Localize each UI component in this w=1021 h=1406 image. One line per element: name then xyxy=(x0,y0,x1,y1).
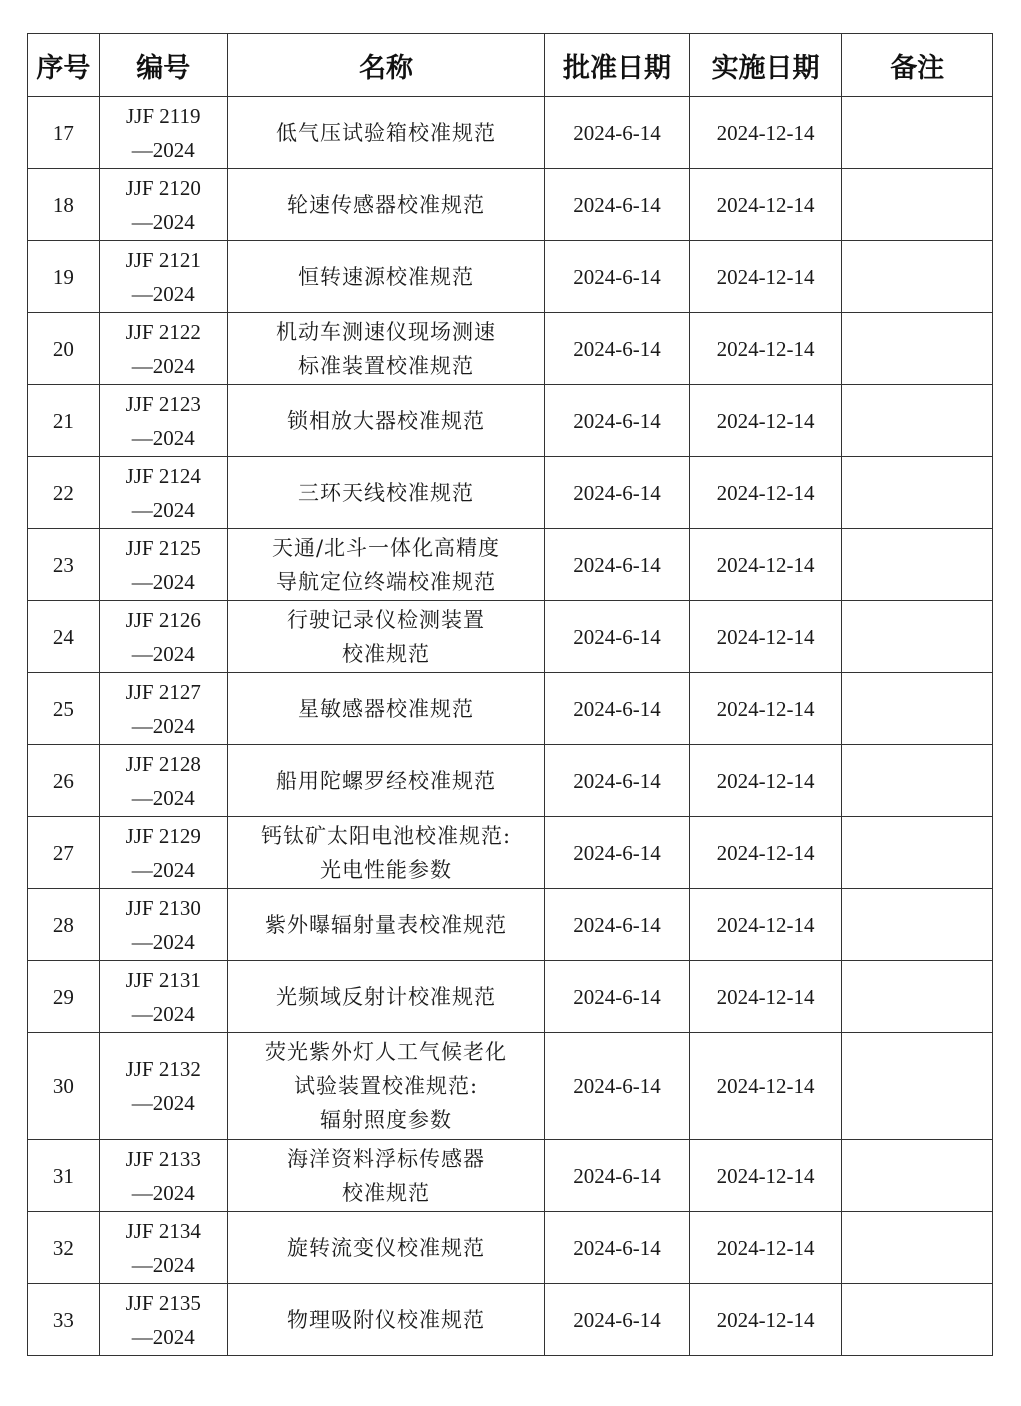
cell-approval-date: 2024-6-14 xyxy=(545,817,689,889)
name-line: 导航定位终端校准规范 xyxy=(276,569,497,594)
code-number: JJF 2135 xyxy=(125,1290,201,1315)
table-header-row xyxy=(28,34,993,97)
cell-remarks xyxy=(842,673,993,745)
table-row xyxy=(28,97,993,169)
cell-code xyxy=(99,961,227,1033)
name-line: 低气压试验箱校准规范 xyxy=(276,120,497,145)
name-line: 校准规范 xyxy=(342,641,431,666)
cell-index: 30 xyxy=(28,1033,100,1140)
cell-remarks xyxy=(842,529,993,601)
cell-remarks xyxy=(842,1284,993,1356)
name-line: 恒转速源校准规范 xyxy=(298,264,475,289)
name-line: 轮速传感器校准规范 xyxy=(287,192,486,217)
cell-code xyxy=(99,601,227,673)
name-line: 校准规范 xyxy=(342,1180,431,1205)
table-row xyxy=(28,673,993,745)
cell-approval-date: 2024-6-14 xyxy=(545,673,689,745)
cell-code xyxy=(99,1033,227,1140)
cell-effective-date: 2024-12-14 xyxy=(689,673,842,745)
header-code: 编号 xyxy=(99,34,227,97)
cell-code xyxy=(99,241,227,313)
header-effective-date: 实施日期 xyxy=(689,34,842,97)
cell-index: 31 xyxy=(28,1140,100,1212)
cell-approval-date: 2024-6-14 xyxy=(545,385,689,457)
name-line: 锁相放大器校准规范 xyxy=(287,408,486,433)
table-row xyxy=(28,1212,993,1284)
name-line: 机动车测速仪现场测速 xyxy=(276,319,497,344)
code-number: JJF 2125 xyxy=(125,535,201,560)
cell-effective-date: 2024-12-14 xyxy=(689,313,842,385)
cell-approval-date: 2024-6-14 xyxy=(545,1212,689,1284)
cell-approval-date: 2024-6-14 xyxy=(545,529,689,601)
cell-effective-date: 2024-12-14 xyxy=(689,1033,842,1140)
cell-code xyxy=(99,457,227,529)
code-number: JJF 2133 xyxy=(125,1146,201,1171)
table-row xyxy=(28,385,993,457)
cell-remarks xyxy=(842,97,993,169)
table-row xyxy=(28,169,993,241)
cell-effective-date: 2024-12-14 xyxy=(689,169,842,241)
table-row xyxy=(28,1140,993,1212)
name-line: 光频域反射计校准规范 xyxy=(276,984,497,1009)
table-row xyxy=(28,241,993,313)
code-year: —2024 xyxy=(131,1252,195,1277)
cell-name xyxy=(227,385,545,457)
name-line: 船用陀螺罗经校准规范 xyxy=(276,768,497,793)
table-row xyxy=(28,745,993,817)
cell-name xyxy=(227,817,545,889)
cell-approval-date: 2024-6-14 xyxy=(545,169,689,241)
cell-name xyxy=(227,961,545,1033)
cell-code xyxy=(99,385,227,457)
name-line: 紫外曝辐射量表校准规范 xyxy=(265,912,508,937)
cell-approval-date: 2024-6-14 xyxy=(545,601,689,673)
cell-remarks xyxy=(842,457,993,529)
cell-approval-date: 2024-6-14 xyxy=(545,1033,689,1140)
cell-index: 21 xyxy=(28,385,100,457)
cell-code xyxy=(99,529,227,601)
cell-name xyxy=(227,889,545,961)
cell-name xyxy=(227,241,545,313)
code-number: JJF 2120 xyxy=(125,175,201,200)
name-line: 光电性能参数 xyxy=(320,857,453,882)
cell-code xyxy=(99,169,227,241)
name-line: 荧光紫外灯人工气候老化 xyxy=(265,1040,508,1064)
cell-remarks xyxy=(842,889,993,961)
table-row xyxy=(28,457,993,529)
name-line: 钙钛矿太阳电池校准规范: xyxy=(260,823,512,848)
cell-approval-date: 2024-6-14 xyxy=(545,457,689,529)
code-year: —2024 xyxy=(131,1091,195,1115)
cell-name xyxy=(227,313,545,385)
code-year: —2024 xyxy=(131,425,195,450)
name-line: 旋转流变仪校准规范 xyxy=(287,1235,486,1260)
cell-name xyxy=(227,673,545,745)
code-number: JJF 2128 xyxy=(125,751,201,776)
cell-name xyxy=(227,1033,545,1140)
cell-remarks xyxy=(842,385,993,457)
code-year: —2024 xyxy=(131,641,195,666)
cell-index: 23 xyxy=(28,529,100,601)
cell-effective-date: 2024-12-14 xyxy=(689,1212,842,1284)
cell-index: 24 xyxy=(28,601,100,673)
cell-effective-date: 2024-12-14 xyxy=(689,241,842,313)
cell-name xyxy=(227,601,545,673)
cell-code xyxy=(99,1284,227,1356)
cell-code xyxy=(99,817,227,889)
cell-name xyxy=(227,1140,545,1212)
code-number: JJF 2132 xyxy=(125,1057,201,1081)
table-row xyxy=(28,313,993,385)
table-row xyxy=(28,529,993,601)
code-number: JJF 2131 xyxy=(125,967,201,992)
header-approval-date: 批准日期 xyxy=(545,34,689,97)
table-row xyxy=(28,1033,993,1140)
code-number: JJF 2129 xyxy=(125,823,201,848)
name-line: 物理吸附仪校准规范 xyxy=(287,1307,486,1332)
table-row xyxy=(28,889,993,961)
table-row xyxy=(28,961,993,1033)
cell-index: 26 xyxy=(28,745,100,817)
cell-code xyxy=(99,313,227,385)
code-year: —2024 xyxy=(131,1180,195,1205)
cell-remarks xyxy=(842,241,993,313)
code-year: —2024 xyxy=(131,785,195,810)
name-line: 行驶记录仪检测装置 xyxy=(287,607,486,632)
code-number: JJF 2121 xyxy=(125,247,201,272)
code-number: JJF 2123 xyxy=(125,391,201,416)
cell-index: 19 xyxy=(28,241,100,313)
code-year: —2024 xyxy=(131,713,195,738)
cell-name xyxy=(227,529,545,601)
cell-remarks xyxy=(842,601,993,673)
cell-remarks xyxy=(842,169,993,241)
code-year: —2024 xyxy=(131,497,195,522)
name-line: 海洋资料浮标传感器 xyxy=(287,1146,486,1171)
cell-effective-date: 2024-12-14 xyxy=(689,1284,842,1356)
cell-effective-date: 2024-12-14 xyxy=(689,97,842,169)
cell-index: 17 xyxy=(28,97,100,169)
cell-code xyxy=(99,1212,227,1284)
cell-effective-date: 2024-12-14 xyxy=(689,529,842,601)
code-number: JJF 2130 xyxy=(125,895,201,920)
code-year: —2024 xyxy=(131,857,195,882)
code-year: —2024 xyxy=(131,1324,195,1349)
cell-effective-date: 2024-12-14 xyxy=(689,385,842,457)
code-year: —2024 xyxy=(131,353,195,378)
cell-index: 32 xyxy=(28,1212,100,1284)
code-number: JJF 2134 xyxy=(125,1218,201,1243)
cell-effective-date: 2024-12-14 xyxy=(689,601,842,673)
cell-effective-date: 2024-12-14 xyxy=(689,961,842,1033)
code-number: JJF 2126 xyxy=(125,607,201,632)
code-year: —2024 xyxy=(131,209,195,234)
name-line: 标准装置校准规范 xyxy=(298,353,475,378)
cell-remarks xyxy=(842,817,993,889)
cell-index: 29 xyxy=(28,961,100,1033)
cell-code xyxy=(99,1140,227,1212)
code-number: JJF 2124 xyxy=(125,463,201,488)
cell-code xyxy=(99,889,227,961)
table-body xyxy=(28,97,993,1356)
cell-effective-date: 2024-12-14 xyxy=(689,745,842,817)
code-number: JJF 2127 xyxy=(125,679,201,704)
cell-remarks xyxy=(842,313,993,385)
cell-name xyxy=(227,97,545,169)
cell-remarks xyxy=(842,1033,993,1140)
cell-index: 20 xyxy=(28,313,100,385)
cell-index: 28 xyxy=(28,889,100,961)
name-line: 星敏感器校准规范 xyxy=(298,696,475,721)
cell-remarks xyxy=(842,1140,993,1212)
code-year: —2024 xyxy=(131,1001,195,1026)
name-line: 三环天线校准规范 xyxy=(298,480,475,505)
name-line: 辐射照度参数 xyxy=(320,1108,453,1132)
cell-approval-date: 2024-6-14 xyxy=(545,745,689,817)
cell-index: 25 xyxy=(28,673,100,745)
code-year: —2024 xyxy=(131,137,195,162)
cell-effective-date: 2024-12-14 xyxy=(689,889,842,961)
cell-effective-date: 2024-12-14 xyxy=(689,457,842,529)
cell-name xyxy=(227,457,545,529)
cell-name xyxy=(227,1284,545,1356)
header-name: 名称 xyxy=(227,34,545,97)
cell-index: 22 xyxy=(28,457,100,529)
cell-approval-date: 2024-6-14 xyxy=(545,961,689,1033)
cell-approval-date: 2024-6-14 xyxy=(545,1140,689,1212)
cell-approval-date: 2024-6-14 xyxy=(545,313,689,385)
name-line: 试验装置校准规范: xyxy=(293,1074,479,1098)
code-year: —2024 xyxy=(131,569,195,594)
cell-approval-date: 2024-6-14 xyxy=(545,97,689,169)
code-number: JJF 2122 xyxy=(125,319,201,344)
cell-name xyxy=(227,1212,545,1284)
cell-effective-date: 2024-12-14 xyxy=(689,1140,842,1212)
table-row xyxy=(28,601,993,673)
cell-code xyxy=(99,745,227,817)
name-line: 天通/北斗一体化高精度 xyxy=(271,535,501,560)
header-remarks: 备注 xyxy=(842,34,993,97)
table-row xyxy=(28,1284,993,1356)
code-number: JJF 2119 xyxy=(125,103,201,128)
code-year: —2024 xyxy=(131,929,195,954)
cell-name xyxy=(227,169,545,241)
cell-index: 27 xyxy=(28,817,100,889)
specifications-table xyxy=(27,33,993,1356)
header-index: 序号 xyxy=(28,34,100,97)
cell-code xyxy=(99,673,227,745)
cell-effective-date: 2024-12-14 xyxy=(689,817,842,889)
cell-remarks xyxy=(842,961,993,1033)
table-row xyxy=(28,817,993,889)
cell-code xyxy=(99,97,227,169)
cell-index: 18 xyxy=(28,169,100,241)
cell-approval-date: 2024-6-14 xyxy=(545,241,689,313)
cell-approval-date: 2024-6-14 xyxy=(545,889,689,961)
cell-index: 33 xyxy=(28,1284,100,1356)
cell-remarks xyxy=(842,745,993,817)
cell-name xyxy=(227,745,545,817)
code-year: —2024 xyxy=(131,281,195,306)
cell-remarks xyxy=(842,1212,993,1284)
cell-approval-date: 2024-6-14 xyxy=(545,1284,689,1356)
